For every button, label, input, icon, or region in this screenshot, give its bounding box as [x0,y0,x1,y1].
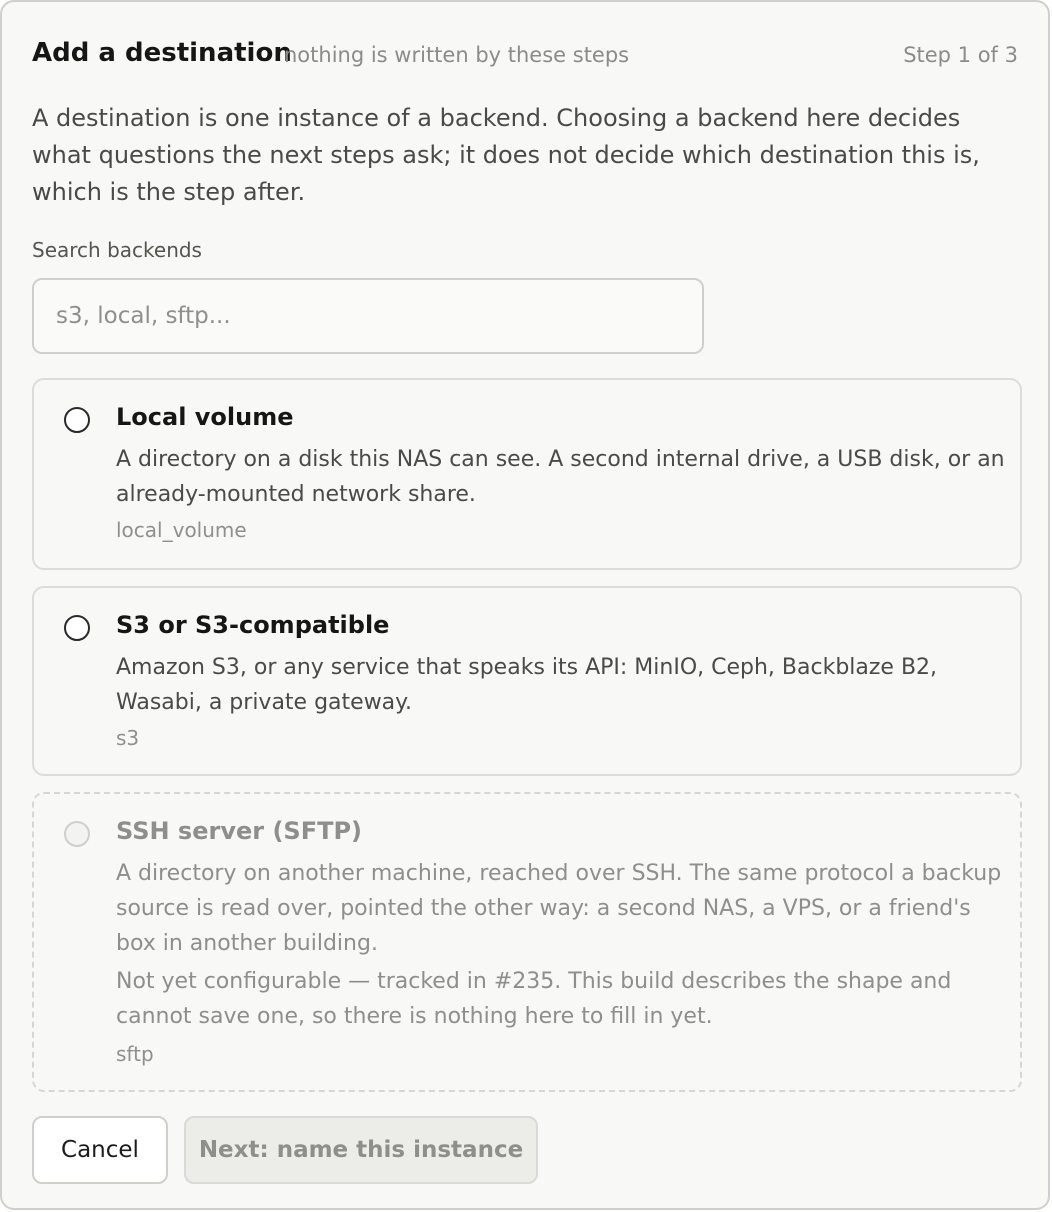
option-title: Local volume [116,403,294,431]
dialog-subtitle: nothing is written by these steps [284,43,630,67]
option-code: local_volume [116,518,247,542]
option-description: Amazon S3, or any service that speaks its API: MinIO, Ceph, Backblaze B2, Wasabi, a private gateway. [116,655,938,715]
option-description: A directory on a disk this NAS can see. A second internal drive, a USB disk, or an already-mounted network share. [116,447,1005,507]
radio-local-volume[interactable] [64,407,90,433]
cancel-button[interactable]: Cancel [32,1116,168,1184]
search-label: Search backends [32,238,202,262]
option-title: S3 or S3-compatible [116,611,390,639]
option-code: s3 [116,726,140,750]
backend-option-s3[interactable] [32,586,1022,776]
radio-sftp [64,821,90,847]
search-input[interactable] [32,278,704,354]
option-note: Not yet configurable — tracked in #235. This build describes the shape and cannot save one, so there is nothing here to fill in yet. [116,969,952,1029]
intro-text: A destination is one instance of a backend. Choosing a backend here decides what questions the next steps ask; it does not decide which destination this is, which is the step after. [32,104,980,206]
backend-option-local-volume[interactable] [32,378,1022,570]
dialog-header [32,36,1018,72]
option-description: A directory on another machine, reached over SSH. The same protocol a backup source is read over, pointed the other way: a second NAS, a VPS, or a friend's box in another building. [116,861,1002,956]
option-code: sftp [116,1042,154,1066]
option-title: SSH server (SFTP) [116,817,363,845]
dialog-title: Add a destination [32,38,292,68]
backend-option-sftp [32,792,1022,1092]
step-indicator: Step 1 of 3 [903,43,1018,67]
radio-s3[interactable] [64,615,90,641]
next-button[interactable]: Next: name this instance [184,1116,538,1184]
